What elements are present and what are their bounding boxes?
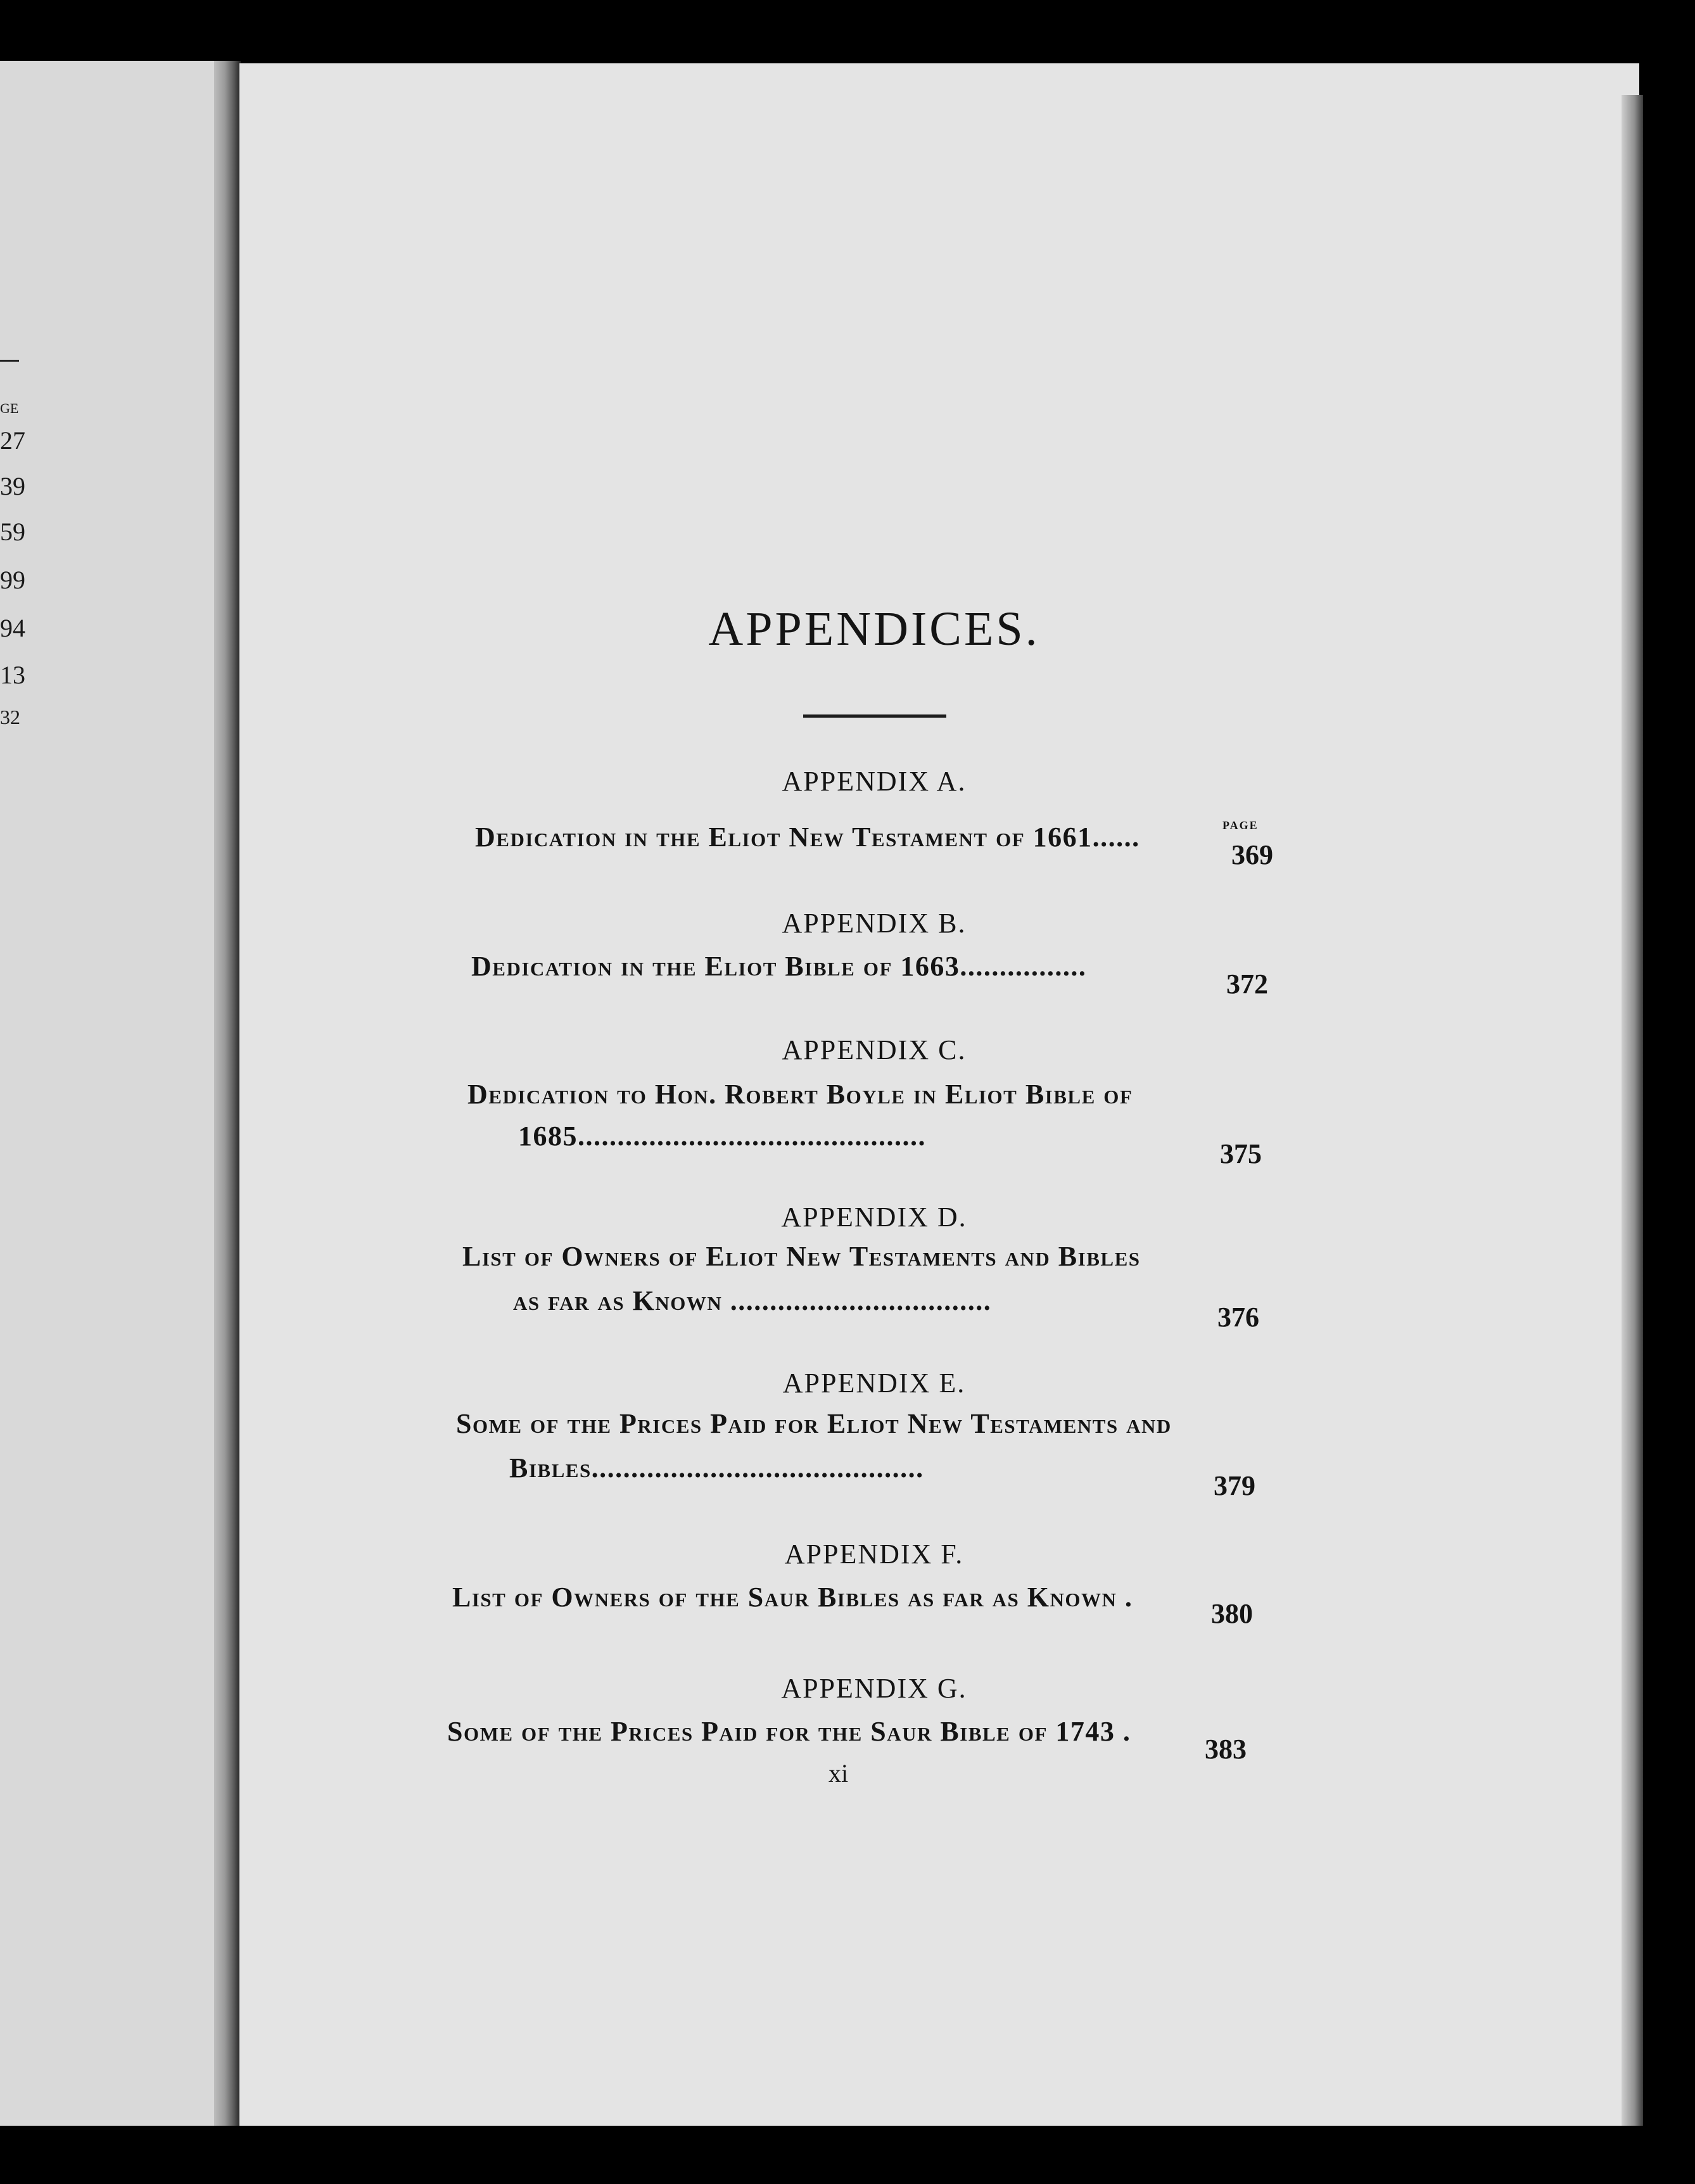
appendix-entry-line: 1685............................................ (518, 1121, 926, 1152)
appendix-heading: APPENDIX A. (782, 766, 967, 797)
facing-page-rule (0, 360, 19, 362)
appendix-entry-line: Dedication in the Eliot Bible of 1663................ (471, 951, 1087, 982)
appendix-heading: APPENDIX D. (781, 1202, 967, 1233)
appendix-entry-line: List of Owners of the Saur Bibles as far as Known . (452, 1582, 1133, 1613)
facing-page-number: 39 (0, 472, 25, 500)
facing-page-number: 99 (0, 566, 25, 594)
appendix-entry-line: Some of the Prices Paid for Eliot New Testaments and (456, 1408, 1172, 1439)
page-title: APPENDICES. (708, 602, 1040, 656)
book-spine (214, 61, 241, 2126)
appendix-heading: APPENDIX F. (784, 1539, 964, 1570)
appendix-entry-line: Bibles.......................................... (509, 1452, 924, 1483)
facing-page-number: 32 (0, 706, 20, 728)
folio-number: xi (828, 1759, 849, 1787)
appendix-page-number: 372 (1226, 968, 1268, 1000)
appendix-page-number: 379 (1214, 1470, 1255, 1501)
facing-page-number: 94 (0, 614, 25, 642)
appendix-entry-line: Some of the Prices Paid for the Saur Bible of 1743 . (447, 1716, 1131, 1747)
appendix-entry-line: List of Owners of Eliot New Testaments and Bibles (462, 1241, 1141, 1272)
appendix-heading: APPENDIX B. (782, 908, 967, 939)
appendix-page-number: 380 (1211, 1598, 1253, 1629)
appendix-page-number: 369 (1231, 839, 1273, 870)
page-column-label: page (1222, 815, 1259, 833)
appendix-page-number: 375 (1220, 1138, 1262, 1169)
facing-page-label: GE (0, 400, 19, 416)
page-edge (1622, 95, 1643, 2126)
facing-page (0, 61, 223, 2126)
appendix-entry-line: Dedication in the Eliot New Testament of 1661...... (475, 822, 1140, 853)
title-rule (803, 714, 946, 718)
appendix-page-number: 376 (1217, 1302, 1259, 1333)
appendix-entry-line: as far as Known ................................. (513, 1285, 992, 1316)
facing-page-number: 13 (0, 661, 25, 689)
appendix-heading: APPENDIX C. (782, 1034, 967, 1065)
appendix-heading: APPENDIX G. (781, 1673, 967, 1704)
facing-page-number: 27 (0, 426, 25, 455)
appendix-page-number: 383 (1205, 1734, 1247, 1765)
appendix-entry-line: Dedication to Hon. Robert Boyle in Eliot Bible of (467, 1079, 1133, 1110)
facing-page-number: 59 (0, 517, 25, 546)
appendix-heading: APPENDIX E. (782, 1368, 966, 1399)
